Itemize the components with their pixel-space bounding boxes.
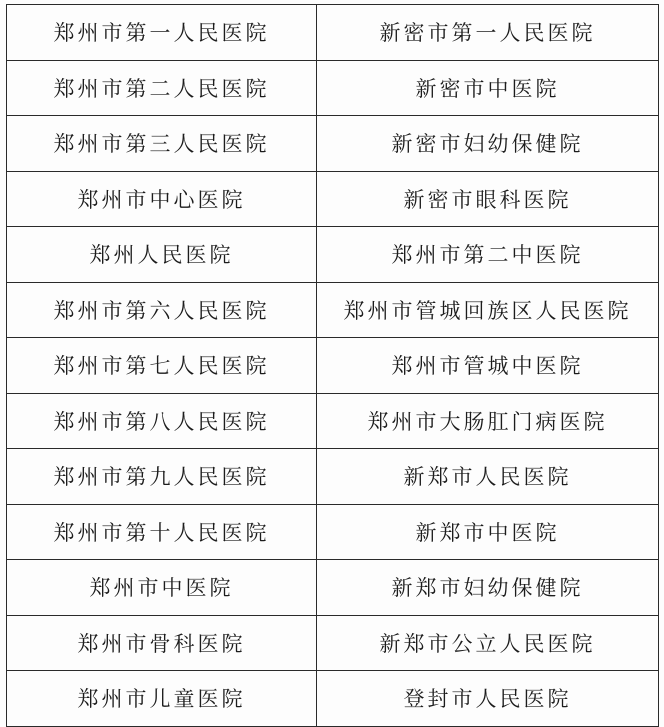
- left-hospital-cell: 郑州市第三人民医院: [7, 116, 317, 172]
- right-hospital-cell: 登封市人民医院: [317, 671, 659, 727]
- right-hospital-cell: 新郑市人民医院: [317, 449, 659, 505]
- right-hospital-cell: 新郑市妇幼保健院: [317, 560, 659, 616]
- table-row: [7, 282, 659, 338]
- table-row: [7, 393, 659, 449]
- left-hospital-cell: 郑州市第十人民医院: [7, 504, 317, 560]
- table-row: [7, 504, 659, 560]
- left-hospital-cell: 郑州市第九人民医院: [7, 449, 317, 505]
- left-hospital-cell: 郑州市中医院: [7, 560, 317, 616]
- right-hospital-cell: 新郑市中医院: [317, 504, 659, 560]
- left-hospital-cell: 郑州市第八人民医院: [7, 393, 317, 449]
- hospital-table: [6, 4, 659, 727]
- left-hospital-cell: 郑州人民医院: [7, 227, 317, 283]
- left-hospital-cell: 郑州市中心医院: [7, 171, 317, 227]
- left-hospital-cell: 郑州市第一人民医院: [7, 5, 317, 61]
- right-hospital-cell: 新密市第一人民医院: [317, 5, 659, 61]
- right-hospital-cell: 郑州市第二中医院: [317, 227, 659, 283]
- table-row: [7, 560, 659, 616]
- left-hospital-cell: 郑州市儿童医院: [7, 671, 317, 727]
- right-hospital-cell: 新密市中医院: [317, 60, 659, 116]
- table-row: [7, 116, 659, 172]
- left-hospital-cell: 郑州市第二人民医院: [7, 60, 317, 116]
- table-row: [7, 5, 659, 61]
- table-row: [7, 227, 659, 283]
- table-row: [7, 338, 659, 394]
- right-hospital-cell: 新密市妇幼保健院: [317, 116, 659, 172]
- table-row: [7, 171, 659, 227]
- table-row: [7, 671, 659, 727]
- left-hospital-cell: 郑州市骨科医院: [7, 615, 317, 671]
- right-hospital-cell: 郑州市管城回族区人民医院: [317, 282, 659, 338]
- table-row: [7, 615, 659, 671]
- right-hospital-cell: 新密市眼科医院: [317, 171, 659, 227]
- left-hospital-cell: 郑州市第六人民医院: [7, 282, 317, 338]
- right-hospital-cell: 郑州市大肠肛门病医院: [317, 393, 659, 449]
- table-row: [7, 60, 659, 116]
- table-row: [7, 449, 659, 505]
- right-hospital-cell: 新郑市公立人民医院: [317, 615, 659, 671]
- left-hospital-cell: 郑州市第七人民医院: [7, 338, 317, 394]
- right-hospital-cell: 郑州市管城中医院: [317, 338, 659, 394]
